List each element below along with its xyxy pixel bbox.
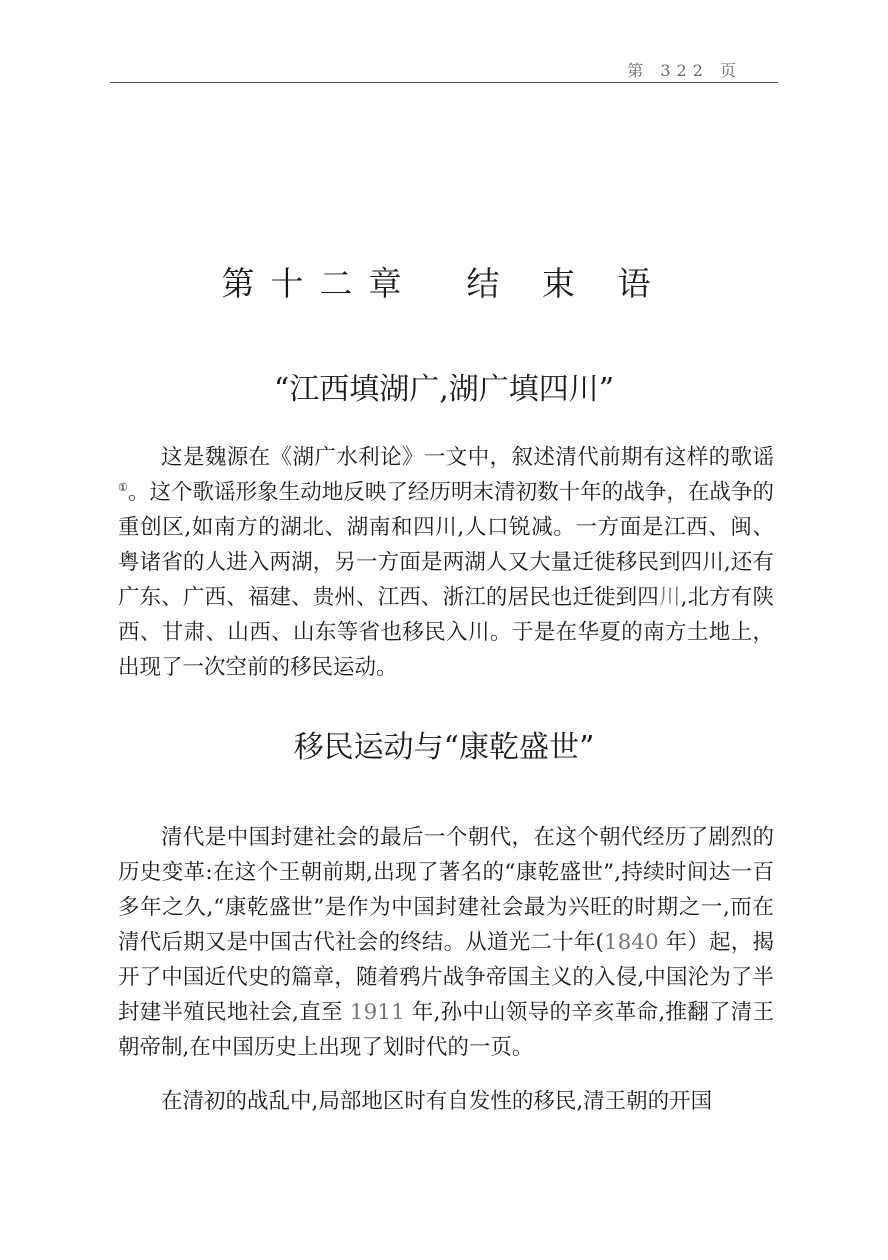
paragraph-2-text-a: 清代是中国封建社会的最后一个朝代，在这个朝代经历了剧烈的历史变革:在这个王朝前期,出现了著名的“康乾盛世”,持续时间达一百多年之久,“康乾盛世”是作为中国封建社会最为兴旺的时期之一,而在清代后期又是中国古代社会的终结。从道光二十年( bbox=[118, 825, 774, 955]
page-header bbox=[110, 46, 778, 83]
paragraph-1 bbox=[118, 440, 774, 685]
section-title-2: 移民运动与“康乾盛世” bbox=[293, 730, 595, 765]
section-title-1: “江西填湖广,湖广填四川” bbox=[273, 372, 615, 407]
paragraph-2-text-c: 年,孙中山领导的辛亥革命,推翻了清王朝帝制,在中国历史上出现了划时代的一页。 bbox=[118, 1000, 775, 1060]
year-1840: 1840 bbox=[603, 930, 659, 955]
paragraph-2 bbox=[118, 820, 774, 1065]
paragraph-1-text-c: 川 bbox=[658, 585, 681, 610]
year-1911: 1911 bbox=[349, 1000, 405, 1025]
paragraph-2-text-b: 年）起，揭开了中国近代史的篇章，随着鸦片战争帝国主义的入侵,中国沦为了半封建半殖民地社会,直至 bbox=[118, 930, 775, 1025]
paragraph-1-text-d: ,北方有陕西、甘肃、山西、山东等省也移民入川。于是在华夏的南方土地上，出现了一次空前的移民运动。 bbox=[118, 585, 774, 680]
paragraph-1-text-b: 。这个歌谣形象生动地反映了经历明末清初数十年的战争，在战争的重创区,如南方的湖北、湖南和四川,人口锐减。一方面是江西、闽、粤诸省的人进入两湖，另一方面是两湖人又大量迁徙移民到四川,还有广东、广西、福建、贵州、江西、浙江的居民也迁徙到四 bbox=[118, 480, 774, 610]
chapter-title: 第十二章 结 束 语 bbox=[221, 264, 667, 303]
paragraph-3: 在清初的战乱中,局部地区时有自发性的移民,清王朝的开国 bbox=[161, 1089, 713, 1114]
paragraph-1-text-a: 这是魏源在《湖广水利论》一文中，叙述清代前期有这样的歌谣 bbox=[161, 445, 774, 470]
page-number: 第 322 页 bbox=[627, 61, 742, 80]
footnote-marker[interactable]: ① bbox=[118, 480, 128, 494]
